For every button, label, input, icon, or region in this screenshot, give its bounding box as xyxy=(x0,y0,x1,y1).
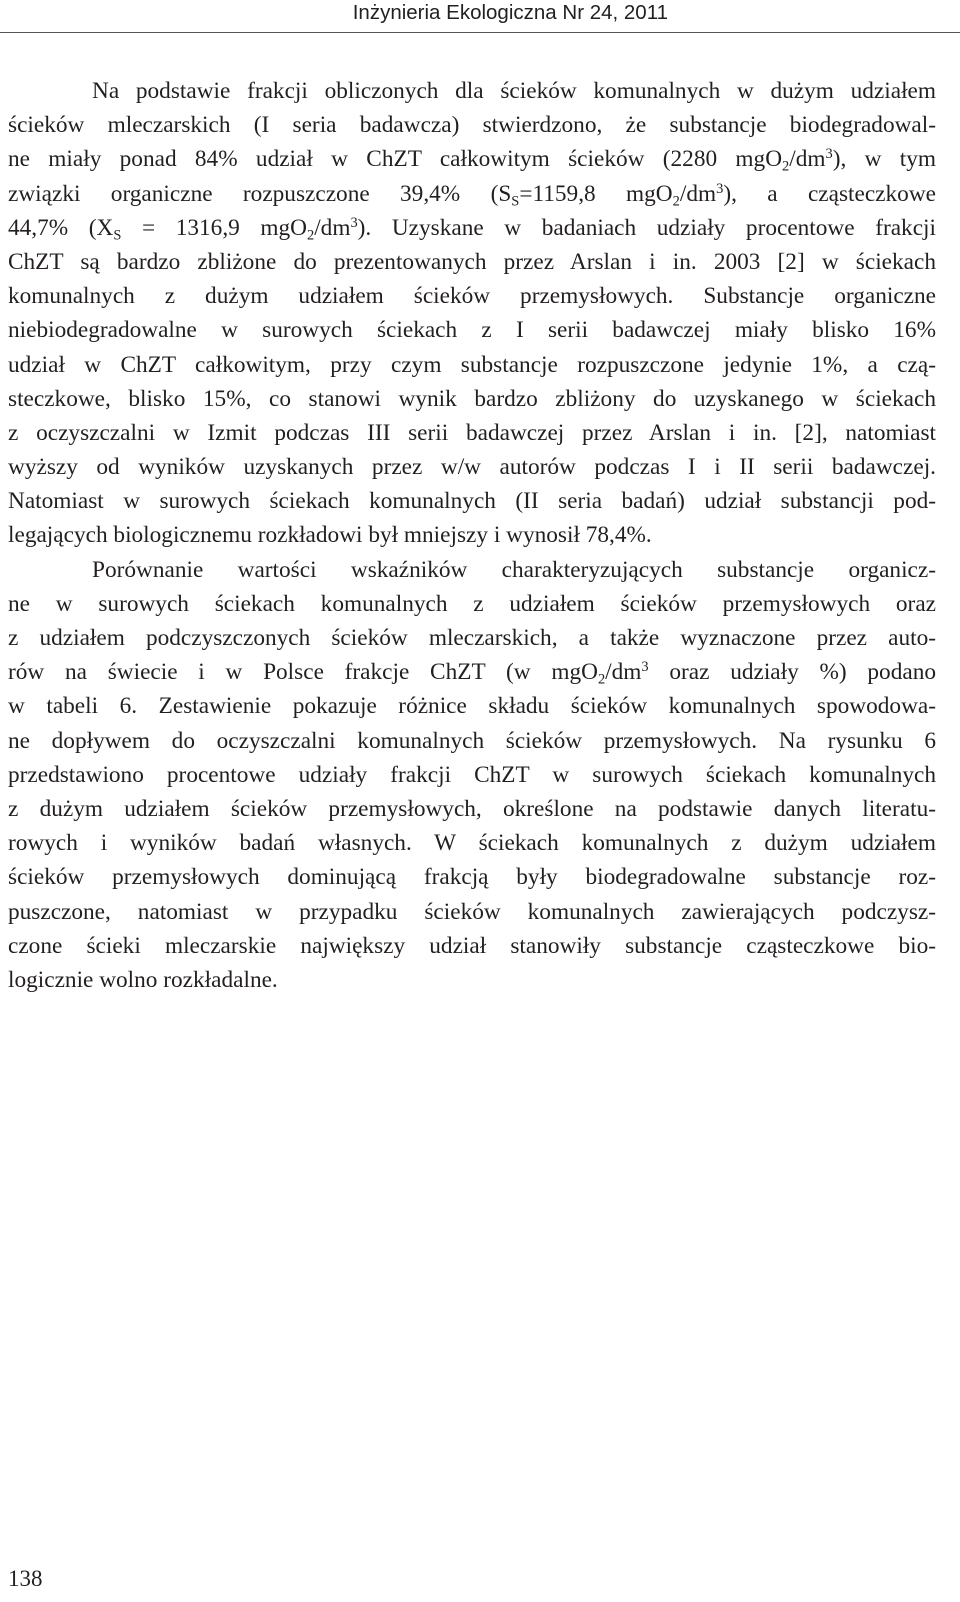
text-line: puszczone, natomiast w przypadku ścieków komunalnych zawierających podczysz- xyxy=(8,898,936,925)
subscript: S xyxy=(511,192,520,209)
superscript: 3 xyxy=(350,214,358,231)
text-line: z oczyszczalni w Izmit podczas III serii badawczej przez Arslan i in. [2], natomiast xyxy=(8,419,936,446)
superscript: 3 xyxy=(825,146,833,163)
page-number: 138 xyxy=(8,1566,43,1591)
superscript: 3 xyxy=(716,180,724,197)
text-line: przedstawiono procentowe udziały frakcji ChZT w surowych ściekach komunalnych xyxy=(8,761,936,788)
text-line: Na podstawie frakcji obliczonych dla ścieków komunalnych w dużym udziałem xyxy=(92,78,936,104)
text-line: 44,7% ($X_S = 1316,9$ $mgO_2/dm^3$). Uzyskane w badaniach udziały procentowe frakcji xyxy=(8,214,936,244)
text-line: niebiodegradowalne w surowych ściekach z I serii badawczej miały blisko 16% xyxy=(8,317,936,344)
text-line: z udziałem podczyszczonych ścieków mleczarskich, a także wyznaczone przez auto- xyxy=(8,625,936,651)
subscript: 2 xyxy=(672,192,680,209)
text-line: rów na świecie i w Polsce frakcje ChZT (w $mgO_2/dm^3$ oraz udziały %) podano xyxy=(8,659,936,688)
text-line: Porównanie wartości wskaźników charakteryzujących substancje organicz- xyxy=(92,556,936,583)
text-line: legających biologicznemu rozkładowi był mniejszy i wynosił 78,4%. xyxy=(8,522,652,549)
text-line: udział w ChZT całkowitym, przy czym substancje rozpuszczone jedynie 1%, a czą- xyxy=(8,351,936,378)
text-line: logicznie wolno rozkładalne. xyxy=(8,966,278,993)
body-text xyxy=(8,74,936,997)
superscript: 3 xyxy=(641,659,649,676)
text-line: rowych i wyników badań własnych. W ściekach komunalnych z dużym udziałem xyxy=(8,830,936,857)
text-line: komunalnych z dużym udziałem ścieków przemysłowych. Substancje organiczne xyxy=(8,283,936,310)
subscript: 2 xyxy=(782,158,790,175)
text-line: ścieków przemysłowych dominującą frakcją były biodegradowalne substancje roz- xyxy=(8,864,936,891)
text-line: Natomiast w surowych ściekach komunalnych (II seria badań) udział substancji pod- xyxy=(8,488,936,515)
text-line: steczkowe, blisko 15%, co stanowi wynik bardzo zbliżony do uzyskanego w ściekach xyxy=(8,385,936,412)
subscript: S xyxy=(113,227,122,244)
text-line: ChZT są bardzo zbliżone do prezentowanych przez Arslan i in. 2003 [2] w ściekach xyxy=(8,248,936,275)
text-line: czone ścieki mleczarskie największy udział stanowiły substancje cząsteczkowe bio- xyxy=(8,932,936,959)
text-line: ne w surowych ściekach komunalnych z udziałem ścieków przemysłowych oraz xyxy=(8,590,936,617)
text-line: wyższy od wyników uzyskanych przez w/w autorów podczas I i II serii badawczej. xyxy=(8,454,936,481)
text-line: w tabeli 6. Zestawienie pokazuje różnice składu ścieków komunalnych spowodowa- xyxy=(8,693,936,720)
text-line: ne miały ponad 84% udział w ChZT całkowitym ścieków (2280 $mgO_2/dm^3$), w tym xyxy=(8,146,936,175)
subscript: 2 xyxy=(306,227,315,244)
text-line: z dużym udziałem ścieków przemysłowych, określone na podstawie danych literatu- xyxy=(8,795,936,822)
text-line: ścieków mleczarskich (I seria badawcza) stwierdzono, że substancje biodegradowal- xyxy=(8,112,936,139)
text-line: ne dopływem do oczyszczalni komunalnych ścieków przemysłowych. Na rysunku 6 xyxy=(8,727,936,754)
running-header xyxy=(0,0,960,33)
text-line: związki organiczne rozpuszczone 39,4% ($S_S=1159,8$ $mgO_2/dm^3$), a cząsteczkowe xyxy=(8,180,936,209)
journal-title: Inżynieria Ekologiczna Nr 24, 2011 xyxy=(352,1,668,24)
subscript: 2 xyxy=(597,671,606,688)
